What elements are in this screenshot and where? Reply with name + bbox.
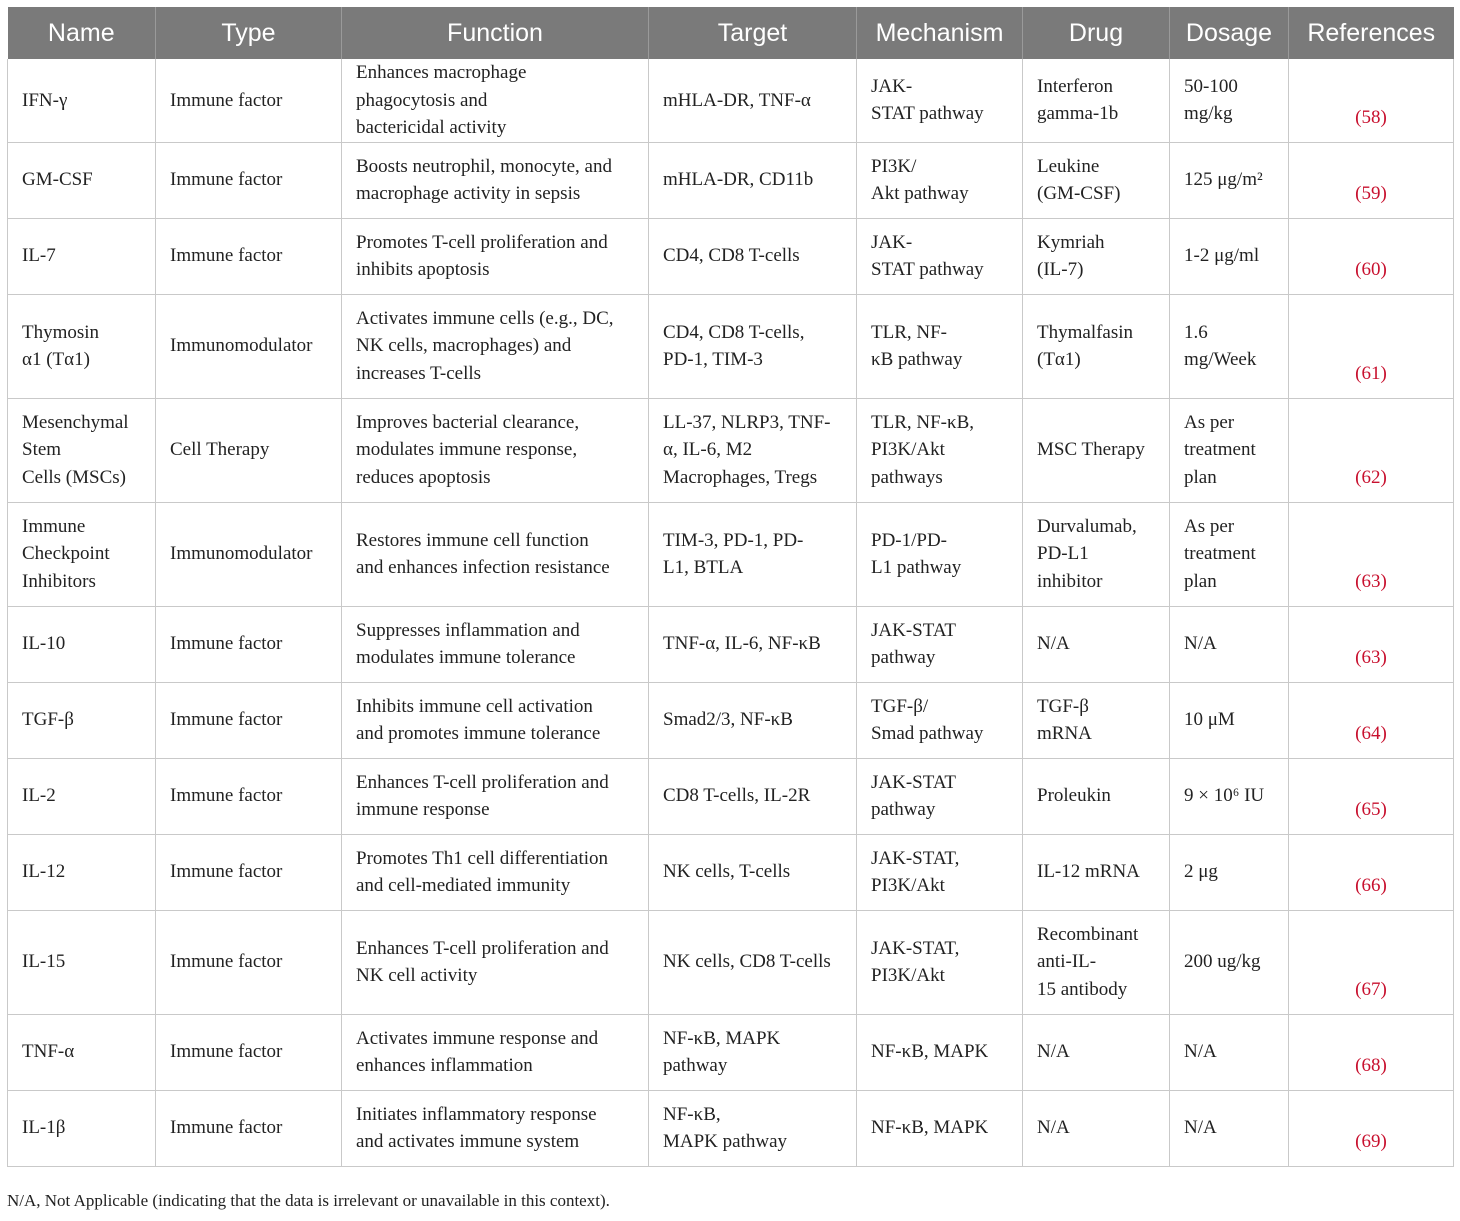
cell-line: Activates immune cells (e.g., DC, (356, 307, 614, 329)
cell-mechanism (857, 1014, 1023, 1090)
cell-line: IL-12 mRNA (1037, 861, 1140, 883)
cell-line: inhibits apoptosis (356, 259, 490, 280)
cell-line: Smad pathway (871, 723, 984, 744)
cell-line: Enhances T-cell proliferation and (356, 771, 609, 793)
cell-function (342, 910, 649, 1014)
cell-mechanism (857, 606, 1023, 682)
cell-dosage (1170, 910, 1289, 1014)
cell-line: N/A (1037, 633, 1070, 655)
cell-line: Suppresses inflammation and (356, 619, 580, 641)
cell-line: As per (1184, 411, 1235, 433)
cell-references (1289, 758, 1454, 834)
table-row (8, 142, 1454, 218)
cell-line: MAPK pathway (663, 1131, 788, 1152)
cell-line: 1-2 μg/ml (1184, 245, 1260, 267)
cell-line: Akt pathway (871, 183, 969, 204)
cell-dosage (1170, 606, 1289, 682)
cell-line: CD4, CD8 T-cells (663, 245, 800, 267)
cell-line: TGF-β (1037, 695, 1089, 717)
cell-line: Thymalfasin (1037, 321, 1134, 343)
cell-name (8, 398, 156, 502)
cell-line: NF-κB, MAPK (871, 1041, 989, 1063)
cell-function (342, 218, 649, 294)
cell-line: Immune factor (170, 89, 283, 111)
cell-references (1289, 682, 1454, 758)
cell-drug (1023, 834, 1170, 910)
cell-line: PD-1/PD- (871, 529, 948, 551)
cell-line: GM-CSF (22, 169, 93, 191)
cell-type (156, 606, 342, 682)
cell-dosage (1170, 59, 1289, 142)
cell-line: N/A (1184, 633, 1217, 655)
cell-target (649, 1090, 857, 1166)
cell-target (649, 502, 857, 606)
cell-line: Cells (MSCs) (22, 466, 126, 488)
cell-line: TLR, NF- (871, 321, 947, 343)
cell-line: plan (1184, 466, 1217, 488)
table-row (8, 606, 1454, 682)
cell-line: Leukine (1037, 155, 1100, 177)
cell-type (156, 218, 342, 294)
reference-link[interactable]: (66) (1355, 875, 1387, 896)
cell-line: 50-100 (1184, 75, 1238, 97)
cell-line: TNF-α (22, 1041, 75, 1063)
cell-mechanism (857, 834, 1023, 910)
cell-line: Immune factor (170, 951, 283, 973)
cell-line: As per (1184, 515, 1235, 537)
cell-references (1289, 606, 1454, 682)
cell-line: NF-κB, (663, 1103, 721, 1125)
cell-line: Immune factor (170, 1041, 283, 1063)
cell-name (8, 218, 156, 294)
cell-line: Immune factor (170, 245, 283, 267)
cell-line: phagocytosis and (356, 89, 488, 111)
cell-type (156, 1014, 342, 1090)
cell-line: Proleukin (1037, 785, 1111, 807)
cell-line: NK cells, macrophages) and (356, 335, 572, 357)
table-row (8, 682, 1454, 758)
cell-line: IL-7 (22, 245, 56, 267)
cell-line: PI3K/ (871, 155, 917, 177)
reference-link[interactable]: (60) (1355, 259, 1387, 280)
cell-line: NK cells, T-cells (663, 861, 791, 883)
cell-line: IL-12 (22, 861, 66, 883)
cell-line: N/A (1184, 1117, 1217, 1139)
cell-line: Immune factor (170, 169, 283, 191)
cell-drug (1023, 502, 1170, 606)
cell-line: NK cells, CD8 T-cells (663, 951, 831, 973)
cell-line: Enhances macrophage (356, 62, 527, 83)
cell-references (1289, 59, 1454, 142)
cell-line: Stem (22, 439, 62, 461)
table-row (8, 502, 1454, 606)
cell-type (156, 142, 342, 218)
cell-mechanism (857, 682, 1023, 758)
cell-line: Durvalumab, (1037, 515, 1137, 537)
cell-function (342, 59, 649, 142)
cell-line: Improves bacterial clearance, (356, 411, 580, 433)
cell-line: modulates immune response, (356, 439, 578, 461)
cell-function (342, 1014, 649, 1090)
cell-name (8, 1014, 156, 1090)
cell-line: mg/kg (1184, 103, 1233, 125)
reference-link[interactable]: (68) (1355, 1055, 1387, 1076)
cell-mechanism (857, 218, 1023, 294)
cell-line: NK cell activity (356, 965, 478, 986)
cell-references (1289, 1014, 1454, 1090)
cell-line: IL-15 (22, 951, 66, 973)
cell-line: Cell Therapy (170, 439, 270, 461)
table-row (8, 834, 1454, 910)
cell-line: immune response (356, 799, 490, 820)
cell-mechanism (857, 59, 1023, 142)
table-body (8, 59, 1454, 1166)
cell-line: enhances inflammation (356, 1055, 533, 1076)
cell-line: 125 μg/m² (1184, 169, 1263, 191)
cell-line: gamma-1b (1037, 103, 1119, 125)
cell-line: MSC Therapy (1037, 439, 1145, 461)
cell-type (156, 758, 342, 834)
cell-drug (1023, 59, 1170, 142)
cell-line: and enhances infection resistance (356, 557, 610, 578)
table-row (8, 1090, 1454, 1166)
cell-line: 2 μg (1184, 861, 1218, 883)
cell-line: STAT pathway (871, 259, 984, 280)
cell-line: Enhances T-cell proliferation and (356, 937, 609, 959)
cell-line: TGF-β (22, 709, 74, 731)
header-drug: Drug (1023, 7, 1170, 59)
reference-link[interactable]: (59) (1355, 183, 1387, 204)
cell-line: JAK-STAT (871, 619, 957, 641)
cell-references (1289, 294, 1454, 398)
reference-link[interactable]: (67) (1355, 979, 1387, 1000)
cell-function (342, 682, 649, 758)
cell-line: L1 pathway (871, 557, 962, 578)
header-row (8, 7, 1454, 59)
header-dosage: Dosage (1170, 7, 1289, 59)
cell-function (342, 294, 649, 398)
cell-type (156, 1090, 342, 1166)
cell-line: 200 ug/kg (1184, 951, 1261, 973)
cell-target (649, 758, 857, 834)
cell-line: PI3K/Akt (871, 875, 945, 896)
cell-target (649, 398, 857, 502)
cell-line: α, IL-6, M2 (663, 439, 753, 461)
cell-references (1289, 218, 1454, 294)
cell-line: mg/Week (1184, 349, 1257, 370)
cell-line: JAK-STAT, (871, 937, 960, 959)
cell-line: modulates immune tolerance (356, 647, 576, 668)
cell-line: PI3K/Akt (871, 965, 945, 986)
cell-name (8, 1090, 156, 1166)
cell-line: mHLA-DR, TNF-α (663, 89, 811, 111)
cell-line: Initiates inflammatory response (356, 1103, 597, 1125)
table-row (8, 910, 1454, 1014)
cell-line: (GM-CSF) (1037, 183, 1121, 204)
cell-line: Recombinant (1037, 923, 1139, 945)
cell-line: CD8 T-cells, IL-2R (663, 785, 811, 807)
cell-mechanism (857, 398, 1023, 502)
cell-line: Inhibits immune cell activation (356, 695, 593, 717)
cell-target (649, 834, 857, 910)
cell-line: increases T-cells (356, 362, 482, 384)
cell-function (342, 758, 649, 834)
cell-line: 9 × 10⁶ IU (1184, 785, 1265, 807)
cell-line: inhibitor (1037, 570, 1103, 592)
cell-line: α1 (Tα1) (22, 349, 90, 370)
header-function: Function (342, 7, 649, 59)
cell-drug (1023, 398, 1170, 502)
cell-line: and activates immune system (356, 1131, 580, 1152)
cell-name (8, 606, 156, 682)
cell-line: pathway (871, 799, 936, 820)
footnote: N/A, Not Applicable (indicating that the data is irrelevant or unavailable in this context). (7, 1191, 610, 1210)
cell-references (1289, 834, 1454, 910)
cell-line: Activates immune response and (356, 1027, 599, 1049)
cell-line: Kymriah (1037, 231, 1105, 253)
cell-line: pathway (663, 1055, 728, 1076)
cell-line: (Tα1) (1037, 349, 1081, 370)
reference-link[interactable]: (63) (1355, 647, 1387, 668)
cell-drug (1023, 682, 1170, 758)
cell-line: N/A (1037, 1041, 1070, 1063)
cell-function (342, 142, 649, 218)
cell-line: and cell-mediated immunity (356, 875, 571, 896)
cell-line: bactericidal activity (356, 117, 507, 138)
cell-line: pathway (871, 647, 936, 668)
cell-line: reduces apoptosis (356, 466, 491, 488)
cell-line: 15 antibody (1037, 978, 1128, 1000)
cell-line: Immunomodulator (170, 335, 313, 357)
cell-line: Macrophages, Tregs (663, 466, 818, 488)
cell-line: IL-10 (22, 633, 66, 655)
cell-line: 1.6 (1184, 321, 1208, 343)
cell-dosage (1170, 218, 1289, 294)
cell-references (1289, 1090, 1454, 1166)
cell-function (342, 834, 649, 910)
cell-target (649, 218, 857, 294)
cell-name (8, 142, 156, 218)
cell-references (1289, 502, 1454, 606)
cell-line: TLR, NF-κB, (871, 411, 974, 433)
cell-name (8, 910, 156, 1014)
cell-line: mHLA-DR, CD11b (663, 169, 814, 191)
table-container (7, 7, 1453, 1167)
cell-dosage (1170, 1090, 1289, 1166)
cell-name (8, 59, 156, 142)
table-row (8, 1014, 1454, 1090)
cell-line: Restores immune cell function (356, 529, 589, 551)
cell-line: PI3K/Akt (871, 439, 945, 461)
cell-line: κB pathway (871, 349, 963, 370)
cell-dosage (1170, 682, 1289, 758)
cell-line: TNF-α, IL-6, NF-κB (663, 633, 821, 655)
reference-link[interactable]: (63) (1355, 571, 1387, 592)
cell-references (1289, 398, 1454, 502)
cell-drug (1023, 218, 1170, 294)
cell-line: L1, BTLA (663, 557, 744, 578)
cell-function (342, 1090, 649, 1166)
header-type: Type (156, 7, 342, 59)
cell-line: Boosts neutrophil, monocyte, and (356, 155, 612, 177)
cell-name (8, 682, 156, 758)
cell-drug (1023, 606, 1170, 682)
cell-dosage (1170, 502, 1289, 606)
cell-line: Immune factor (170, 1117, 283, 1139)
cell-line: Inhibitors (22, 570, 96, 592)
cell-function (342, 398, 649, 502)
cell-line: and promotes immune tolerance (356, 723, 601, 744)
cell-line: Immune factor (170, 861, 283, 883)
cell-dosage (1170, 294, 1289, 398)
cell-line: JAK-STAT (871, 771, 957, 793)
cell-dosage (1170, 834, 1289, 910)
cell-line: IFN-γ (22, 89, 68, 111)
cell-line: TGF-β/ (871, 695, 929, 717)
cell-dosage (1170, 758, 1289, 834)
table-row (8, 294, 1454, 398)
reference-link[interactable]: (58) (1355, 107, 1387, 128)
cell-target (649, 59, 857, 142)
cell-line: PD-L1 (1037, 543, 1089, 565)
cell-line: IL-2 (22, 785, 56, 807)
cell-line: Immune factor (170, 633, 283, 655)
cell-mechanism (857, 502, 1023, 606)
cell-target (649, 910, 857, 1014)
cell-line: macrophage activity in sepsis (356, 183, 581, 204)
cell-line: plan (1184, 570, 1217, 592)
header-target: Target (649, 7, 857, 59)
cell-type (156, 682, 342, 758)
cell-target (649, 606, 857, 682)
header-name: Name (8, 7, 156, 59)
cell-line: STAT pathway (871, 103, 984, 125)
cell-line: N/A (1037, 1117, 1070, 1139)
cell-references (1289, 910, 1454, 1014)
cell-line: Immunomodulator (170, 543, 313, 565)
cell-line: mRNA (1037, 723, 1092, 744)
cell-line: Thymosin (22, 321, 100, 343)
cell-mechanism (857, 1090, 1023, 1166)
header-mechanism: Mechanism (857, 7, 1023, 59)
cell-function (342, 502, 649, 606)
cell-type (156, 59, 342, 142)
cell-line: Promotes T-cell proliferation and (356, 231, 608, 253)
cell-mechanism (857, 758, 1023, 834)
header-references: References (1289, 7, 1454, 59)
cell-drug (1023, 758, 1170, 834)
cell-line: Mesenchymal (22, 411, 129, 433)
cell-line: (IL-7) (1037, 259, 1084, 280)
cell-line: Smad2/3, NF-κB (663, 709, 793, 731)
cell-line: TIM-3, PD-1, PD- (663, 529, 804, 551)
cell-line: N/A (1184, 1041, 1217, 1063)
cell-line: PD-1, TIM-3 (663, 349, 763, 370)
cell-line: Immune factor (170, 785, 283, 807)
table-row (8, 59, 1454, 142)
cell-line: treatment (1184, 543, 1256, 565)
cell-line: Interferon (1037, 75, 1113, 97)
cell-name (8, 294, 156, 398)
cell-type (156, 294, 342, 398)
cell-drug (1023, 910, 1170, 1014)
cell-type (156, 910, 342, 1014)
cell-line: NF-κB, MAPK (871, 1117, 989, 1139)
cell-target (649, 294, 857, 398)
cell-references (1289, 142, 1454, 218)
cell-mechanism (857, 142, 1023, 218)
reference-link[interactable]: (64) (1355, 723, 1387, 744)
cell-drug (1023, 1014, 1170, 1090)
cell-line: 10 μM (1184, 709, 1235, 731)
cell-line: anti-IL- (1037, 951, 1097, 973)
reference-link[interactable]: (65) (1355, 799, 1387, 820)
cell-dosage (1170, 398, 1289, 502)
reference-link[interactable]: (62) (1355, 467, 1387, 488)
cell-dosage (1170, 1014, 1289, 1090)
cell-mechanism (857, 294, 1023, 398)
cell-target (649, 682, 857, 758)
cell-line: JAK-STAT, (871, 847, 960, 869)
cell-line: Checkpoint (22, 543, 110, 565)
cell-drug (1023, 142, 1170, 218)
cell-mechanism (857, 910, 1023, 1014)
cell-name (8, 834, 156, 910)
cell-target (649, 142, 857, 218)
cell-drug (1023, 1090, 1170, 1166)
cell-dosage (1170, 142, 1289, 218)
reference-link[interactable]: (61) (1355, 363, 1387, 384)
cell-name (8, 502, 156, 606)
cell-target (649, 1014, 857, 1090)
cell-line: Promotes Th1 cell differentiation (356, 847, 609, 869)
cell-type (156, 398, 342, 502)
cell-line: JAK- (871, 75, 913, 97)
table-row (8, 218, 1454, 294)
cell-line: treatment (1184, 439, 1256, 461)
cell-line: NF-κB, MAPK (663, 1027, 781, 1049)
cell-function (342, 606, 649, 682)
cell-line: pathways (871, 466, 943, 488)
cell-name (8, 758, 156, 834)
cell-line: JAK- (871, 231, 913, 253)
cell-line: Immune factor (170, 709, 283, 731)
cell-type (156, 834, 342, 910)
cell-line: CD4, CD8 T-cells, (663, 321, 805, 343)
cell-line: Immune (22, 515, 86, 537)
cell-line: LL-37, NLRP3, TNF- (663, 411, 831, 433)
table-row (8, 398, 1454, 502)
cell-type (156, 502, 342, 606)
reference-link[interactable]: (69) (1355, 1131, 1387, 1152)
cell-line: IL-1β (22, 1117, 66, 1139)
immunotherapy-table (7, 7, 1454, 1167)
cell-drug (1023, 294, 1170, 398)
table-row (8, 758, 1454, 834)
